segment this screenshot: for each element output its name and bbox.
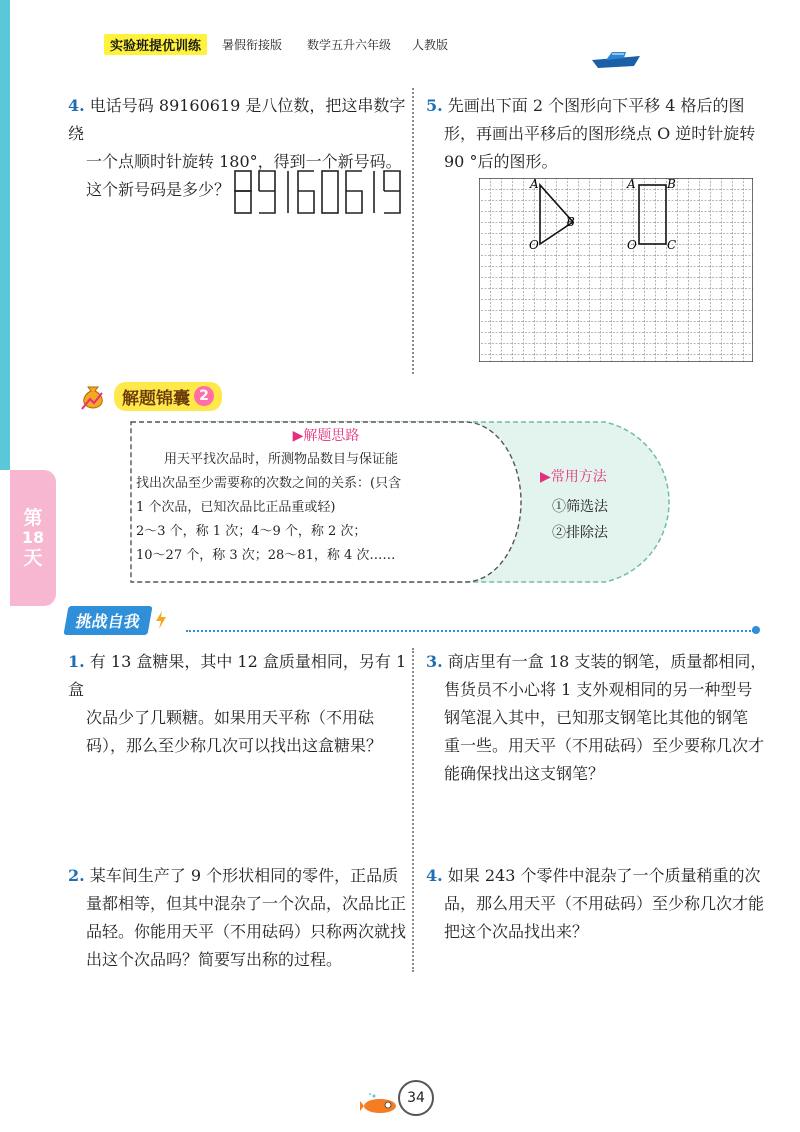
- lightning-icon: [154, 611, 168, 629]
- think-line: 10～27 个，称 3 次；28～81，称 4 次……: [136, 548, 396, 563]
- divider-end-dot: [752, 626, 760, 634]
- column-divider: [412, 88, 414, 374]
- day-side-tab: [10, 470, 56, 606]
- seven-segment-number: [232, 168, 414, 218]
- section-title-text: 解题锦囊: [122, 388, 190, 409]
- problem-number: 3.: [426, 652, 443, 671]
- subject-label: 数学五升六年级: [307, 38, 392, 52]
- label-c2: C: [667, 238, 677, 252]
- submarine-icon: [360, 1092, 400, 1114]
- problem-line: 能确保找出这支钢笔？: [444, 764, 605, 783]
- label-a1: A: [530, 178, 539, 191]
- problem-line: 量都相等，但其中混杂了一个次品，次品比正: [86, 894, 407, 913]
- section-number-badge: 2: [194, 386, 214, 406]
- problem-line: 售货员不小心将 1 支外观相同的另一种型号: [444, 680, 753, 699]
- problem-line: 形，再画出平移后的图形绕点 O 逆时针旋转: [444, 124, 756, 143]
- label-o2: O: [627, 238, 637, 252]
- problem-line: 先画出下面 2 个图形向下平移 4 格后的图: [447, 96, 745, 115]
- problem-line: 出这个次品吗？简要写出称的过程。: [86, 950, 343, 969]
- problem-line: 一个点顺时针旋转 180°，得到一个新号码。: [86, 152, 402, 171]
- think-line: 2～3 个，称 1 次；4～9 个，称 2 次；: [136, 524, 367, 539]
- problem-line: 如果 243 个零件中混杂了一个质量稍重的次: [447, 866, 761, 885]
- problem-number: 2.: [68, 866, 85, 885]
- problem-line: 某车间生产了 9 个形状相同的零件，正品质: [89, 866, 399, 885]
- page-number: 34: [398, 1080, 434, 1116]
- problem-1: [68, 648, 408, 760]
- problem-line: 次品少了几颗糖。如果用天平称（不用砝: [86, 708, 375, 727]
- edition-label: 暑假衔接版: [222, 38, 283, 52]
- side-tab-char: 第: [23, 507, 43, 529]
- money-bag-icon: [78, 381, 108, 411]
- problem-number: 5.: [426, 96, 443, 115]
- left-edge-strip: [0, 0, 10, 470]
- label-a2: A: [627, 178, 636, 191]
- problem-2: [68, 862, 408, 974]
- problem-number: 4.: [68, 96, 85, 115]
- problem-line: 品，那么用天平（不用砝码）至少称几次才能: [444, 894, 765, 913]
- problem-line: 90 °后的图形。: [444, 152, 558, 171]
- publisher-label: 人教版: [412, 38, 449, 52]
- problem-line: 商店里有一盒 18 支装的钢笔，质量都相同，: [447, 652, 767, 671]
- ship-icon: [590, 48, 642, 70]
- label-b2: B: [667, 178, 676, 191]
- problem-line: 把这个次品找出来？: [444, 922, 589, 941]
- tips-think-card: [136, 424, 516, 580]
- problem-line: 电话号码 89160619 是八位数，把这串数字绕: [68, 96, 406, 143]
- problem-number: 1.: [68, 652, 85, 671]
- problem-line: 重一些。用天平（不用砝码）至少要称几次才: [444, 736, 765, 755]
- problem-line: 钢笔混入其中，已知那支钢笔比其他的钢笔: [444, 708, 749, 727]
- method-item: ②排除法: [552, 525, 608, 541]
- side-tab-char: 天: [23, 547, 43, 569]
- column-divider: [412, 648, 414, 972]
- section-title: [78, 382, 222, 410]
- problem-line: 码），那么至少称几次可以找出这盒糖果？: [86, 736, 383, 755]
- problem-5-top: [426, 92, 766, 176]
- method-item: ①筛选法: [552, 499, 608, 515]
- think-line: 用天平找次品时，所测物品数目与保证能: [164, 452, 399, 467]
- problem-line: 有 13 盒糖果，其中 12 盒质量相同，另有 1 盒: [68, 652, 407, 699]
- challenge-tag: 挑战自我: [63, 606, 152, 635]
- series-badge: 实验班提优训练: [104, 34, 207, 55]
- challenge-header: [66, 606, 168, 634]
- think-line: 找出次品至少需要称的次数之间的关系：(只含: [136, 476, 402, 491]
- problem-line: 品轻。你能用天平（不用砝码）只称两次就找: [86, 922, 407, 941]
- problem-number: 4.: [426, 866, 443, 885]
- challenge-divider: [186, 630, 754, 632]
- label-b1: B: [566, 215, 575, 229]
- think-title: ▶解题思路: [292, 428, 360, 444]
- problem-3: [426, 648, 771, 788]
- think-line: 1 个次品，已知次品比正品重或轻): [136, 500, 336, 515]
- label-o1: O: [529, 238, 539, 252]
- side-tab-char: 18: [21, 528, 45, 547]
- grid-figure: [479, 178, 753, 362]
- problem-line: 这个新号码是多少？: [86, 180, 231, 199]
- method-list: [552, 494, 608, 546]
- method-title: ▶常用方法: [540, 469, 607, 485]
- problem-4-bottom: [426, 862, 771, 946]
